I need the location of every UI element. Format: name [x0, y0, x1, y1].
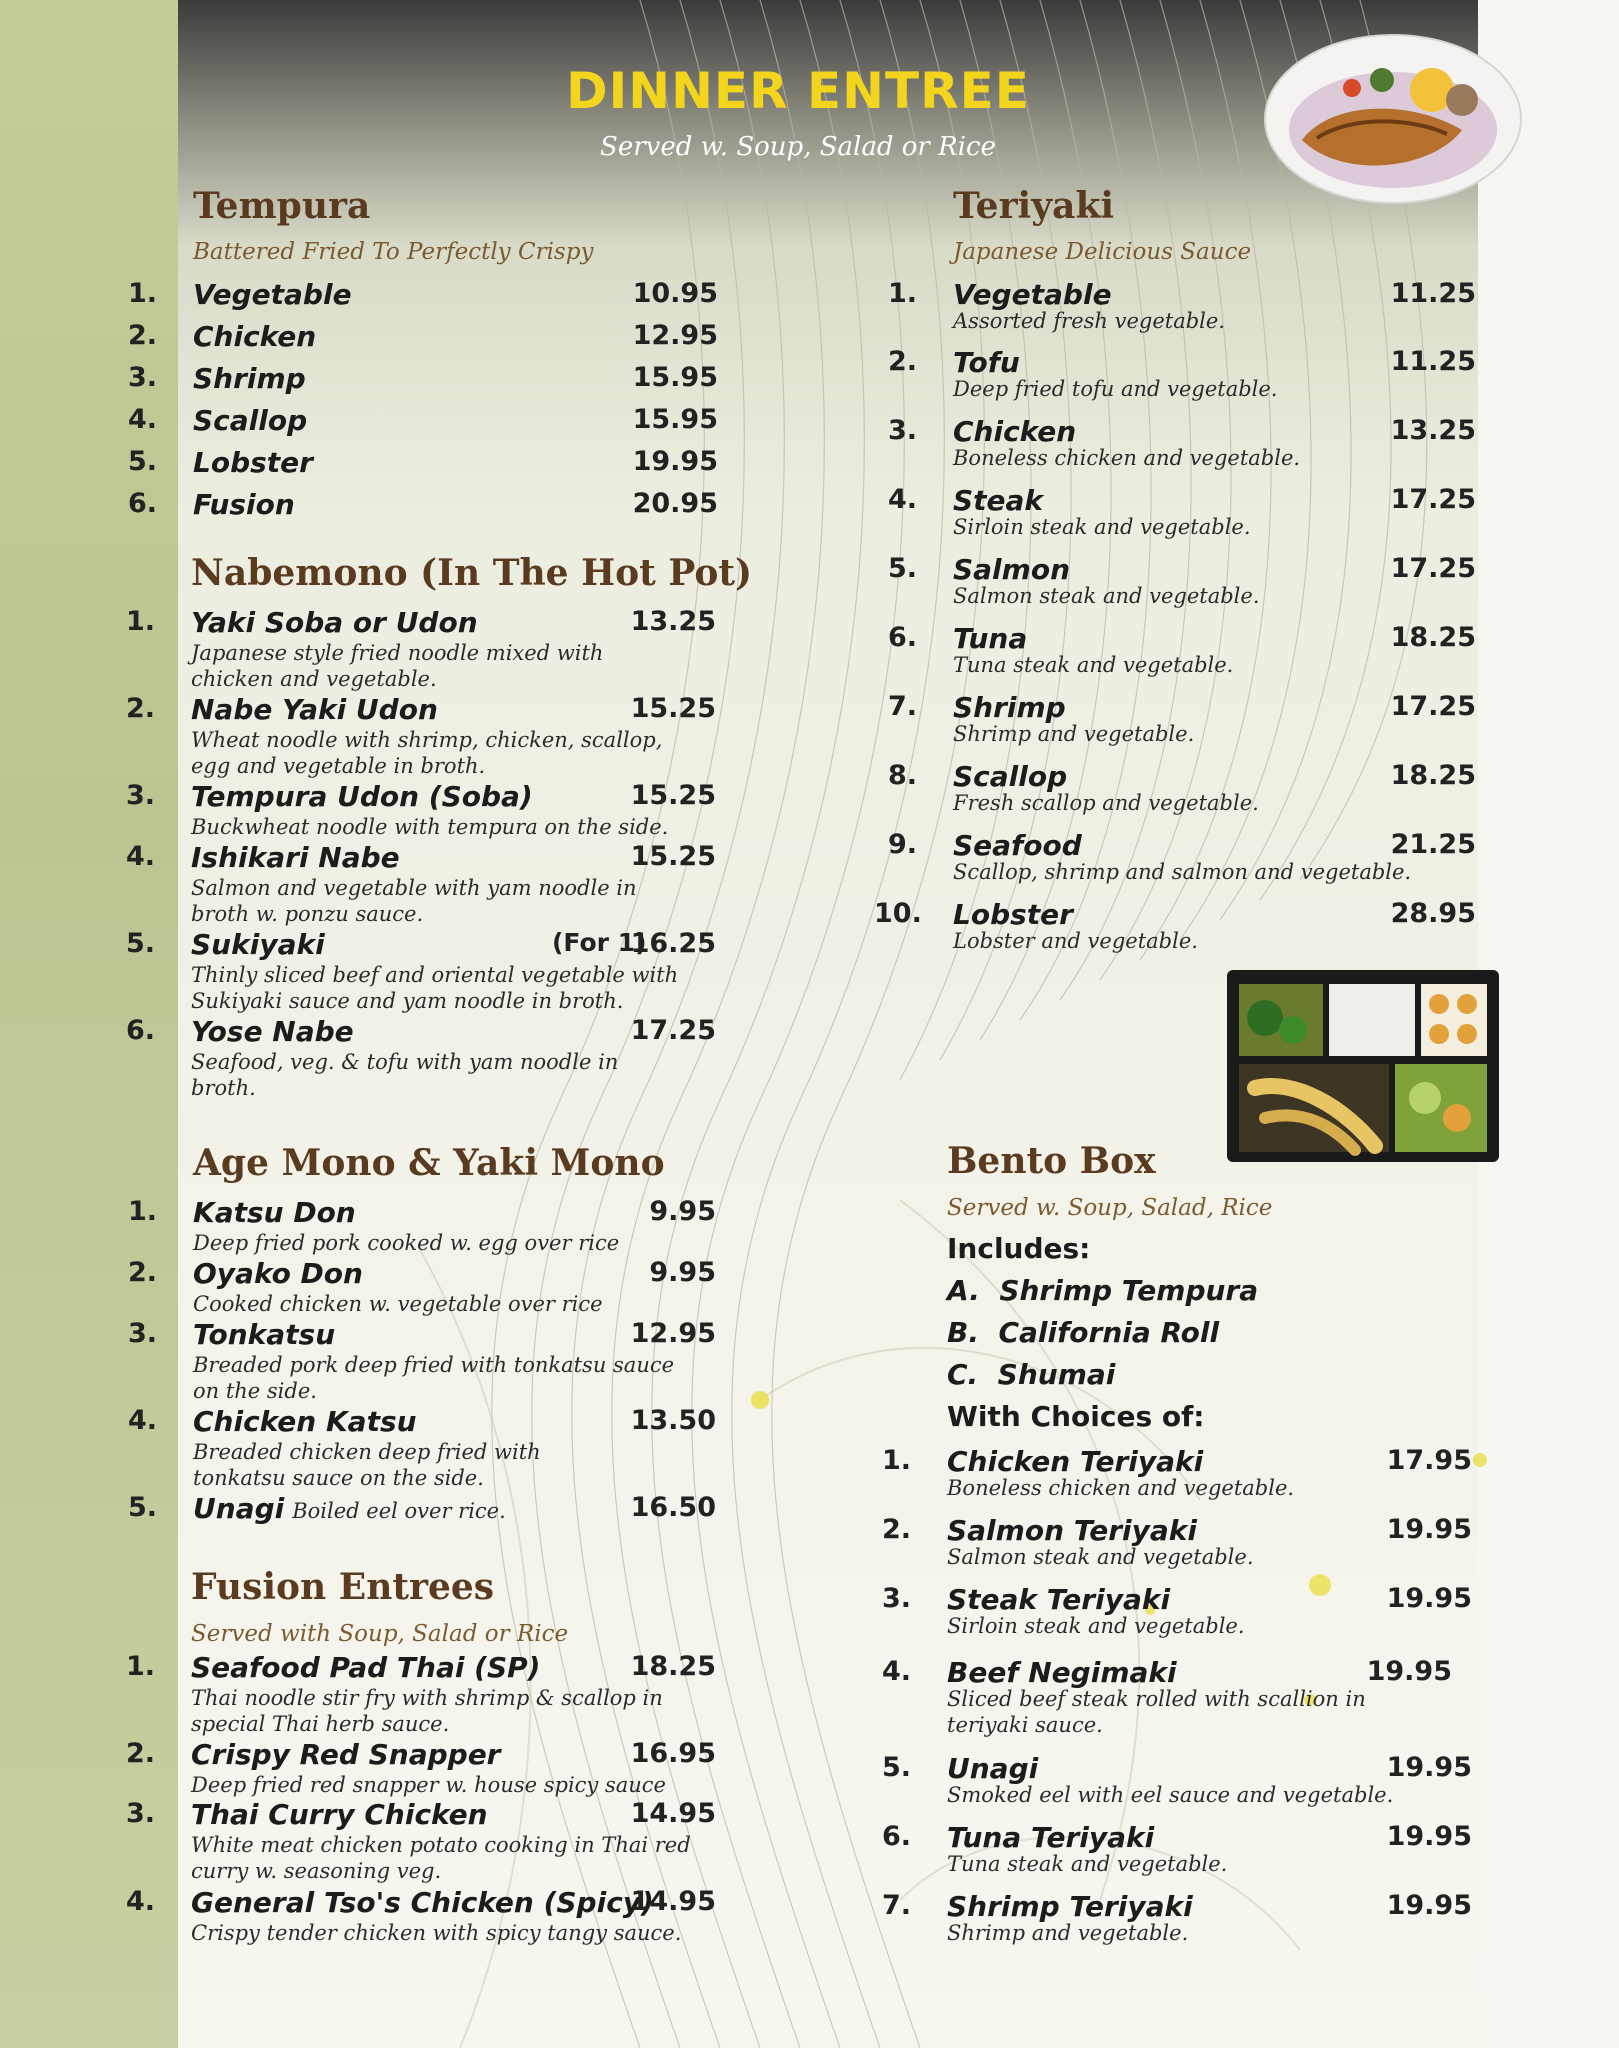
- item-number: 1.: [128, 1196, 158, 1227]
- bento-include-item: A. Shrimp Tempura: [947, 1274, 1259, 1307]
- item-number: 8.: [888, 760, 918, 791]
- nabemono-item: [126, 606, 716, 690]
- item-name: Shrimp: [193, 362, 306, 395]
- agemono-item: [128, 1318, 716, 1402]
- item-description: Breaded chicken deep fried with tonkatsu sauce on the side.: [193, 1440, 541, 1490]
- item-name: Beef Negimaki: [947, 1656, 1177, 1689]
- teriyaki-item: [874, 898, 1476, 958]
- bento-item: [882, 1583, 1472, 1643]
- fusion-subtitle: Served with Soup, Salad or Rice: [191, 1621, 569, 1647]
- item-number: 3.: [128, 1318, 158, 1349]
- fusion-title: Fusion Entrees: [191, 1566, 495, 1608]
- item-price: 16.50: [630, 1492, 716, 1523]
- item-price: 28.95: [1390, 898, 1476, 929]
- nabemono-item: [126, 928, 716, 1012]
- item-number: 10.: [874, 898, 922, 929]
- item-price: 14.95: [630, 1886, 716, 1917]
- item-name: Thai Curry Chicken: [191, 1798, 488, 1831]
- nabemono-item: [126, 693, 716, 777]
- item-description: Sirloin steak and vegetable.: [947, 1614, 1245, 1638]
- item-number: 3.: [888, 415, 918, 446]
- bento-item: [882, 1656, 1472, 1740]
- item-price: 19.95: [632, 446, 718, 477]
- item-price: 12.95: [630, 1318, 716, 1349]
- item-description: Wheat noodle with shrimp, chicken, scallop, egg and vegetable in broth.: [191, 728, 663, 778]
- item-name: General Tso's Chicken (Spicy): [191, 1886, 654, 1919]
- item-number: 5.: [882, 1752, 912, 1783]
- item-price: 19.95: [1366, 1656, 1452, 1687]
- teriyaki-item: [876, 415, 1476, 475]
- item-description: Buckwheat noodle with tempura on the side.: [191, 815, 669, 839]
- bento-choices-label: With Choices of:: [947, 1400, 1205, 1433]
- item-price: 11.25: [1390, 278, 1476, 309]
- item-price: 17.95: [1386, 1445, 1472, 1476]
- item-description: Lobster and vegetable.: [953, 929, 1198, 953]
- item-number: 3.: [882, 1583, 912, 1614]
- item-price: 20.95: [632, 488, 718, 519]
- item-name: Scallop: [953, 760, 1068, 793]
- item-description: Smoked eel with eel sauce and vegetable.: [947, 1783, 1394, 1807]
- item-name: Tuna: [953, 622, 1028, 655]
- item-price: 21.25: [1390, 829, 1476, 860]
- tempura-title: Tempura: [193, 185, 371, 227]
- page-subtitle: Served w. Soup, Salad or Rice: [600, 132, 996, 162]
- item-description: Deep fried red snapper w. house spicy sauce: [191, 1773, 666, 1797]
- tempura-item: [128, 404, 718, 438]
- teriyaki-item: [876, 278, 1476, 338]
- item-name: Sukiyaki: [191, 928, 325, 961]
- agemono-item: [128, 1196, 716, 1256]
- item-number: 1.: [126, 606, 156, 637]
- item-number: 5.: [128, 446, 158, 477]
- item-description: Tuna steak and vegetable.: [953, 653, 1234, 677]
- item-price: 15.25: [630, 693, 716, 724]
- item-name: Unagi: [947, 1752, 1039, 1785]
- item-number: 4.: [128, 1405, 158, 1436]
- item-price: 19.95: [1386, 1821, 1472, 1852]
- nabemono-item: [126, 841, 716, 925]
- item-name: Fusion: [193, 488, 295, 521]
- item-description: Thai noodle stir fry with shrimp & scallop in special Thai herb sauce.: [191, 1686, 663, 1736]
- item-price: 13.50: [630, 1405, 716, 1436]
- agemono-item: [128, 1405, 716, 1489]
- fusion-item: [126, 1798, 716, 1882]
- item-name: Salmon: [953, 553, 1071, 586]
- item-price: 15.95: [632, 362, 718, 393]
- item-number: 5.: [126, 928, 156, 959]
- item-description: Breaded pork deep fried with tonkatsu sauce on the side.: [193, 1353, 675, 1403]
- item-number: 3.: [128, 362, 158, 393]
- item-name: Crispy Red Snapper: [191, 1738, 501, 1771]
- item-name: Lobster: [953, 898, 1073, 931]
- item-name: Ishikari Nabe: [191, 841, 400, 874]
- teriyaki-item: [876, 553, 1476, 613]
- item-description: Salmon steak and vegetable.: [953, 584, 1260, 608]
- item-description: Salmon steak and vegetable.: [947, 1545, 1254, 1569]
- item-name: Vegetable: [953, 278, 1112, 311]
- item-description: Thinly sliced beef and oriental vegetable with Sukiyaki sauce and yam noodle in broth.: [191, 963, 679, 1013]
- bento-include-item: C. Shumai: [947, 1358, 1116, 1391]
- item-number: 6.: [128, 488, 158, 519]
- agemono-title: Age Mono & Yaki Mono: [193, 1142, 665, 1184]
- item-number: 5.: [888, 553, 918, 584]
- tempura-subtitle: Battered Fried To Perfectly Crispy: [193, 239, 594, 265]
- item-number: 9.: [888, 829, 918, 860]
- item-description: Sirloin steak and vegetable.: [953, 515, 1251, 539]
- item-price: 17.25: [630, 1015, 716, 1046]
- item-name: Salmon Teriyaki: [947, 1514, 1198, 1547]
- item-price: 19.95: [1386, 1583, 1472, 1614]
- item-price: 12.95: [632, 320, 718, 351]
- item-description: Deep fried pork cooked w. egg over rice: [193, 1231, 620, 1255]
- item-description: Shrimp and vegetable.: [953, 722, 1195, 746]
- item-name: Yaki Soba or Udon: [191, 606, 478, 639]
- item-number: 7.: [888, 691, 918, 722]
- item-number: 2.: [888, 346, 918, 377]
- teriyaki-item: [876, 829, 1476, 889]
- item-number: 3.: [126, 1798, 156, 1829]
- bento-item: [882, 1821, 1472, 1881]
- tempura-item: [128, 278, 718, 312]
- bento-subtitle: Served w. Soup, Salad, Rice: [947, 1195, 1273, 1221]
- bento-includes-label: Includes:: [947, 1232, 1091, 1265]
- item-price: 18.25: [1390, 760, 1476, 791]
- item-name: [193, 1492, 506, 1525]
- bento-box-photo: [1225, 968, 1501, 1164]
- item-description: Assorted fresh vegetable.: [953, 309, 1225, 333]
- item-name: Katsu Don: [193, 1196, 356, 1229]
- item-name: Tuna Teriyaki: [947, 1821, 1155, 1854]
- item-price: 16.95: [630, 1738, 716, 1769]
- item-name: Steak Teriyaki: [947, 1583, 1171, 1616]
- item-number: 5.: [128, 1492, 158, 1523]
- item-name: Lobster: [193, 446, 313, 479]
- bento-include-item: B. California Roll: [947, 1316, 1220, 1349]
- item-description: Boneless chicken and vegetable.: [947, 1476, 1295, 1500]
- item-number: 1.: [126, 1651, 156, 1682]
- item-number: 2.: [128, 320, 158, 351]
- item-price: 19.95: [1386, 1890, 1472, 1921]
- item-price: 15.95: [632, 404, 718, 435]
- item-number: 2.: [126, 693, 156, 724]
- bento-item: [882, 1514, 1472, 1574]
- teriyaki-subtitle: Japanese Delicious Sauce: [953, 239, 1252, 265]
- item-description: Crispy tender chicken with spicy tangy sauce.: [191, 1921, 682, 1945]
- item-number: 2.: [882, 1514, 912, 1545]
- item-description: Sliced beef steak rolled with scallion in teriyaki sauce.: [947, 1687, 1366, 1737]
- item-price: 18.25: [630, 1651, 716, 1682]
- item-price: 10.95: [632, 278, 718, 309]
- item-name: Shrimp: [953, 691, 1066, 724]
- item-price: 13.25: [630, 606, 716, 637]
- teriyaki-item: [876, 622, 1476, 682]
- item-description: Japanese style fried noodle mixed with chicken and vegetable.: [191, 641, 604, 691]
- item-number: 6.: [126, 1015, 156, 1046]
- item-name: Chicken Katsu: [193, 1405, 417, 1438]
- tempura-item: [128, 320, 718, 354]
- fusion-item: [126, 1886, 716, 1946]
- teriyaki-title: Teriyaki: [953, 185, 1115, 227]
- item-number: 6.: [888, 622, 918, 653]
- item-number: 1.: [882, 1445, 912, 1476]
- item-description: Boneless chicken and vegetable.: [953, 446, 1301, 470]
- bento-item: [882, 1752, 1472, 1812]
- item-number: 4.: [882, 1656, 912, 1687]
- agemono-item: [128, 1492, 716, 1526]
- teriyaki-item: [876, 691, 1476, 751]
- item-name: Shrimp Teriyaki: [947, 1890, 1193, 1923]
- item-inline-description: Boiled eel over rice.: [292, 1499, 506, 1523]
- item-description: Fresh scallop and vegetable.: [953, 791, 1259, 815]
- item-name: Seafood Pad Thai (SP): [191, 1651, 541, 1684]
- item-number: 1.: [128, 278, 158, 309]
- item-price: 11.25: [1390, 346, 1476, 377]
- tempura-item: [128, 362, 718, 396]
- nabemono-title: Nabemono (In The Hot Pot): [191, 552, 753, 594]
- fish-dish-photo: [1262, 30, 1524, 208]
- item-description: White meat chicken potato cooking in Thai red curry w. seasoning veg.: [191, 1833, 691, 1883]
- bento-item: [882, 1890, 1472, 1950]
- page-title: DINNER ENTREE: [566, 62, 1030, 120]
- item-number: 4.: [128, 404, 158, 435]
- tempura-item: [128, 446, 718, 480]
- item-price: 19.95: [1386, 1752, 1472, 1783]
- item-price: 17.25: [1390, 553, 1476, 584]
- bento-title: Bento Box: [947, 1140, 1156, 1182]
- item-description: Tuna steak and vegetable.: [947, 1852, 1228, 1876]
- item-name: Tonkatsu: [193, 1318, 336, 1351]
- item-description: Deep fried tofu and vegetable.: [953, 377, 1278, 401]
- nabemono-item: [126, 780, 716, 840]
- item-description: Seafood, veg. & tofu with yam noodle in broth.: [191, 1050, 619, 1100]
- item-price: 17.25: [1390, 484, 1476, 515]
- agemono-item: [128, 1257, 716, 1317]
- item-number: 1.: [888, 278, 918, 309]
- item-number: 2.: [126, 1738, 156, 1769]
- tempura-item: [128, 488, 718, 522]
- item-number: 3.: [126, 780, 156, 811]
- bento-item: [882, 1445, 1472, 1505]
- item-name: Tofu: [953, 346, 1020, 379]
- item-price: 9.95: [649, 1196, 716, 1227]
- item-number: 7.: [882, 1890, 912, 1921]
- item-price: 19.95: [1386, 1514, 1472, 1545]
- fusion-item: [126, 1738, 716, 1798]
- item-description: Scallop, shrimp and salmon and vegetable.: [953, 860, 1412, 884]
- item-name: Tempura Udon (Soba): [191, 780, 533, 813]
- item-price: 13.25: [1390, 415, 1476, 446]
- item-price: 9.95: [649, 1257, 716, 1288]
- item-price: 18.25: [1390, 622, 1476, 653]
- item-name: Nabe Yaki Udon: [191, 693, 438, 726]
- item-name: Steak: [953, 484, 1044, 517]
- item-price: 15.25: [630, 841, 716, 872]
- teriyaki-item: [876, 760, 1476, 820]
- item-name: Chicken Teriyaki: [947, 1445, 1204, 1478]
- item-price: 16.25: [630, 928, 716, 959]
- item-description: Salmon and vegetable with yam noodle in broth w. ponzu sauce.: [191, 876, 637, 926]
- item-name: Seafood: [953, 829, 1082, 862]
- item-portion-note: (For 1): [552, 928, 647, 957]
- item-price: 14.95: [630, 1798, 716, 1829]
- item-name: Chicken: [193, 320, 317, 353]
- item-number: 4.: [126, 841, 156, 872]
- teriyaki-item: [876, 346, 1476, 406]
- item-number: 4.: [126, 1886, 156, 1917]
- item-name: Scallop: [193, 404, 308, 437]
- fusion-item: [126, 1651, 716, 1735]
- teriyaki-item: [876, 484, 1476, 544]
- item-number: 4.: [888, 484, 918, 515]
- nabemono-item: [126, 1015, 716, 1099]
- item-number: 2.: [128, 1257, 158, 1288]
- item-name: Vegetable: [193, 278, 352, 311]
- item-name: Yose Nabe: [191, 1015, 354, 1048]
- item-description: Cooked chicken w. vegetable over rice: [193, 1292, 603, 1316]
- item-price: 17.25: [1390, 691, 1476, 722]
- item-name: Oyako Don: [193, 1257, 363, 1290]
- item-number: 6.: [882, 1821, 912, 1852]
- item-price: 15.25: [630, 780, 716, 811]
- item-description: Shrimp and vegetable.: [947, 1921, 1189, 1945]
- item-name: Chicken: [953, 415, 1077, 448]
- item-name-text: Unagi: [193, 1492, 285, 1525]
